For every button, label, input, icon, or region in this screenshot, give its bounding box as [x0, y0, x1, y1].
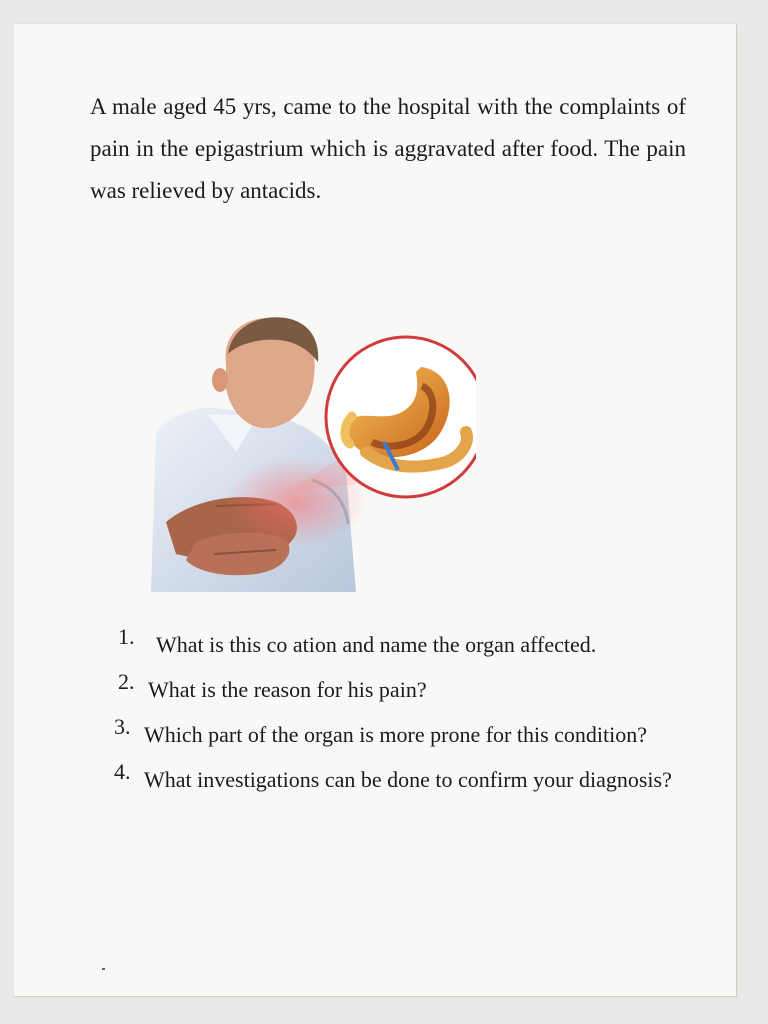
question-item [118, 669, 678, 711]
question-item [114, 759, 674, 801]
stomach-inset [326, 337, 476, 497]
question-number: 1. [118, 624, 135, 649]
man-figure [151, 317, 356, 592]
scan-speck [102, 968, 105, 970]
question-text: Which part of the organ is more prone for this condition? [144, 722, 648, 747]
document-page [14, 24, 737, 997]
question-item [114, 714, 674, 756]
question-number: 4. [114, 759, 131, 784]
question-text: What is the reason for his pain? [148, 677, 427, 702]
question-list [114, 624, 678, 804]
case-description: A male aged 45 yrs, came to the hospital with the complaints of pain in the epigastrium which is aggravated after food. The pain was relieved by antacids. [90, 94, 686, 203]
question-text: What is this co ation and name the organ affected. [156, 632, 597, 657]
question-text: What investigations can be done to confirm your diagnosis? [144, 767, 672, 792]
question-number: 3. [114, 714, 131, 739]
epigastric-pain-illustration [136, 292, 476, 592]
question-number: 2. [118, 669, 135, 694]
question-item [118, 624, 678, 666]
